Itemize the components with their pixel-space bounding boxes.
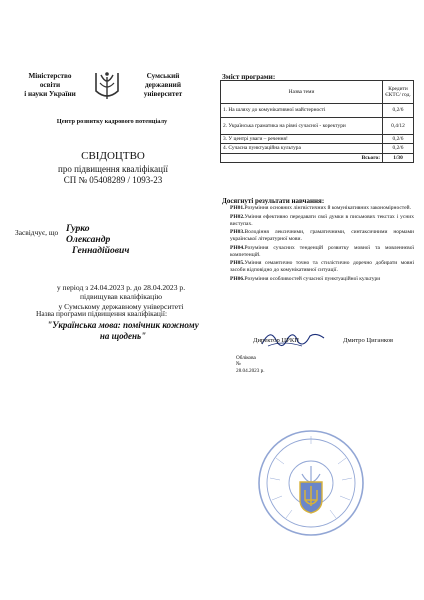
program-contents-table [220,80,414,163]
contents-heading: Зміст програми: [222,73,276,81]
result-item: РН05.Уміння семантично точно та стилістично доречно добирати мовні засоби відповідно до комунікативної ситуації. [230,260,414,273]
period-text: у період з 24.04.2023 р. до 28.04.2023 р. підвищував кваліфікацію у Сумському державному університеті [56,283,186,311]
result-item: РН04.Розуміння сучасних тенденцій розвитку мовної та мовленнєвої компетенцій. [230,244,414,258]
table-total-row [221,153,414,162]
certificate-subtitle: про підвищення кваліфікації [58,164,168,174]
registration-info: Облікова № 28.04.2023 р. [236,355,265,374]
table-row [221,118,414,135]
topic-cell: 1. На шляху до комунікативної майстерності [221,104,383,118]
center-name: Центр розвитку кадрового потенціалу [56,118,168,125]
certificate-number: СП № 05408289 / 1093-23 [63,175,163,185]
results-list [230,205,414,284]
result-item: РН01.Розуміння основних лінгвістичних й комунікативних закономірностей. [230,205,411,211]
ministry-name: Міністерство освіти і науки України [24,72,76,98]
holder-name [66,223,129,256]
table-row [221,104,414,118]
holder-first-name: Олександр [66,234,111,245]
result-item: РН02.Уміння ефективно передавати свої думки в письмових текстах і усних виступах. [230,213,414,227]
topic-cell: 4. Сучасна пунктуаційна культура [221,144,383,153]
column-header-credits: Кредити ЄКТС/ год. [383,81,414,104]
table-header-row [221,81,414,104]
university-logo-icon [92,69,122,103]
result-item: РН03.Володіння лексичними, граматичними, синтаксичними нормами української літературної мови. [230,229,414,242]
topic-cell: 3. У центрі уваги – речення! [221,135,383,144]
total-label: Всього: [221,153,383,162]
holder-surname: Гурко [66,223,90,234]
table-row [221,135,414,144]
holder-patronymic: Геннадійович [72,245,130,256]
results-heading: Досягнуті результати навчання: [222,197,325,205]
director-label: Директор ЦРКП [253,337,299,344]
program-name: "Українська мова: помічник кожному на щодень" [47,320,199,341]
state-emblem-icon [298,480,324,514]
credits-cell: 0,4/12 [383,118,414,135]
director-name: Дмитро Циганков [343,337,394,344]
credits-cell: 0,2/6 [383,135,414,144]
topic-cell: 2. Українська граматика на рівні сучасної - коректури [221,118,383,135]
certifies-label: Засвідчує, що [15,228,59,237]
column-header-topic: Назва теми [221,81,383,104]
credits-cell: 0,2/6 [383,104,414,118]
result-item: РН06.Розуміння особливостей сучасної пунктуаційної культури [230,275,381,282]
credits-cell: 0,2/6 [383,144,414,153]
program-label: Назва програми підвищення кваліфікації: [36,309,168,318]
certificate-title: СВІДОЦТВО [81,150,145,162]
total-value: 1/30 [383,153,414,162]
university-name: Сумський державний університет [143,72,183,98]
table-row [221,144,414,153]
